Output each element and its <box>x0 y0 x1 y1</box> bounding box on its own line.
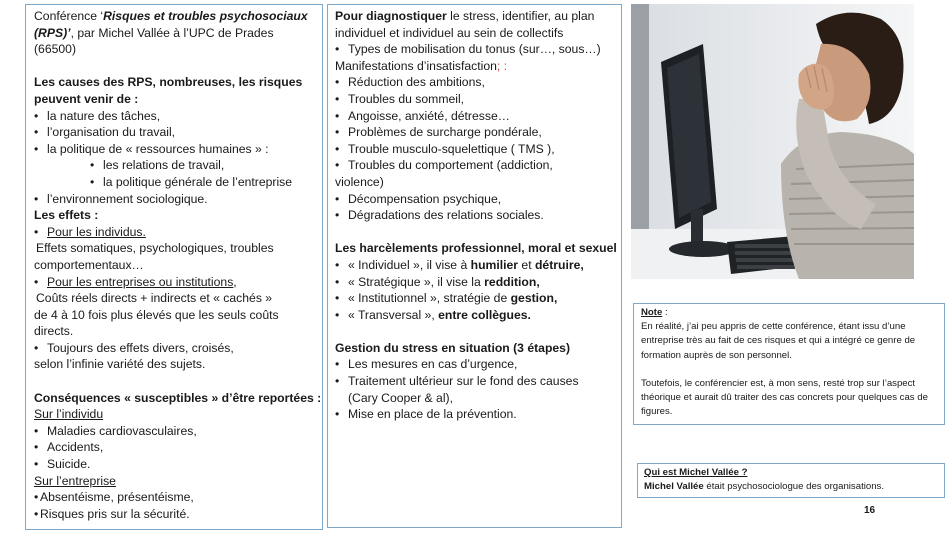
effect-text: comportementaux… <box>34 257 144 272</box>
page-number: 16 <box>864 505 876 516</box>
list-item: • Traitement ultérieur sur le fond des causes <box>335 374 579 389</box>
list-item-cont: violence) <box>335 174 384 189</box>
diagnosis-heading: Pour diagnostiquer le stress, identifier, au plan <box>335 9 595 23</box>
note-label: Note : <box>641 307 668 318</box>
conference-title: Conférence ‘Risques et troubles psychosociaux (RPS)’, par Michel Vallée à l’UPC de Prades (66500) <box>34 9 308 57</box>
effect-text: de 4 à 10 fois plus élevés que les seuls coûts <box>34 307 279 322</box>
list-item: • Troubles du sommeil, <box>335 91 465 106</box>
list-item: • Dégradations des relations sociales. <box>335 208 544 223</box>
diagnosis-panel <box>327 4 622 528</box>
list-item: • Problèmes de surcharge pondérale, <box>335 125 542 140</box>
individu-label: Sur l’individu <box>34 407 104 422</box>
list-item: • la nature des tâches, <box>34 108 161 123</box>
causes-heading-cont: peuvent venir de : <box>34 91 139 106</box>
list-item: • Types de mobilisation du tonus (sur…, sous…) <box>335 42 601 57</box>
consequences-heading: Conséquences « susceptibles » d’être reportées : <box>34 390 322 405</box>
speaker-heading: Qui est Michel Vallée ? <box>644 467 748 478</box>
list-item: • Toujours des effets divers, croisés, <box>34 340 234 355</box>
list-item: • Mise en place de la prévention. <box>335 407 517 422</box>
photo-illustration <box>631 4 914 279</box>
list-subitem: • la politique générale de l’entreprise <box>90 174 293 189</box>
list-item: • Trouble musculo-squelettique ( TMS ), <box>335 141 555 156</box>
list-item: • la politique de « ressources humaines » : <box>34 141 269 156</box>
list-item: • Pour les individus. <box>34 224 146 239</box>
list-item: • Angoisse, anxiété, détresse… <box>335 108 510 123</box>
harassment-heading: Les harcèlements professionnel, moral et sexuel <box>335 241 617 256</box>
list-item: • « Institutionnel », stratégie de gestion, <box>335 291 558 306</box>
list-item-cont: (Cary Cooper & al), <box>348 390 453 405</box>
speaker-box <box>637 463 945 498</box>
list-item: • Suicide. <box>34 457 91 472</box>
effect-text: selon l’infinie variété des sujets. <box>34 357 206 372</box>
list-item: • Maladies cardiovasculaires, <box>34 423 197 438</box>
list-item: • « Stratégique », il vise la reddition, <box>335 274 540 289</box>
stress-management-heading: Gestion du stress en situation (3 étapes) <box>335 340 571 355</box>
manifestations-label: Manifestations d’insatisfaction; : <box>335 58 508 73</box>
diagnosis-heading-cont: individuel et individuel au sein de collectifs <box>335 25 564 40</box>
list-item: • « Individuel », il vise à humilier et détruire, <box>335 257 584 272</box>
causes-heading: Les causes des RPS, nombreuses, les risques <box>34 75 303 90</box>
list-item: • Pour les entreprises ou institutions, <box>34 274 237 289</box>
list-item: • Absentéisme, présentéisme, <box>34 490 194 505</box>
list-item: • Troubles du comportement (addiction, <box>335 158 553 173</box>
conference-causes-panel <box>25 4 323 530</box>
effect-text: Effets somatiques, psychologiques, troubles <box>36 241 274 256</box>
list-item: • Décompensation psychique, <box>335 191 502 206</box>
list-item: • l’environnement sociologique. <box>34 191 208 206</box>
note-paragraph: Toutefois, le conférencier est, à mon sens, resté trop sur l’aspect théorique et aurait dû traiter des cas concrets pour quelques cas de figures. <box>641 377 928 418</box>
note-paragraph: En réalité, j’ai peu appris de cette conférence, étant issu d’une entreprise très au fait de ces risques et qui a intégré ce genre de formation auprès de son personnel. <box>641 321 916 361</box>
effects-heading: Les effets : <box>34 208 99 223</box>
note-box <box>633 303 945 425</box>
effect-text: Coûts réels directs + indirects et « cachés » <box>36 291 273 306</box>
list-item: • Les mesures en cas d’urgence, <box>335 357 518 372</box>
stressed-woman-photo <box>631 4 914 279</box>
list-item: • l’organisation du travail, <box>34 125 176 140</box>
list-item: • Réduction des ambitions, <box>335 75 485 90</box>
entreprise-label: Sur l’entreprise <box>34 473 116 488</box>
speaker-description: Michel Vallée était psychosociologue des organisations. <box>644 481 884 492</box>
list-item: • Risques pris sur la sécurité. <box>34 506 190 521</box>
list-item: • « Transversal », entre collègues. <box>335 307 531 322</box>
list-subitem: • les relations de travail, <box>90 158 225 173</box>
effect-text: directs. <box>34 324 74 339</box>
list-item: • Accidents, <box>34 440 104 455</box>
